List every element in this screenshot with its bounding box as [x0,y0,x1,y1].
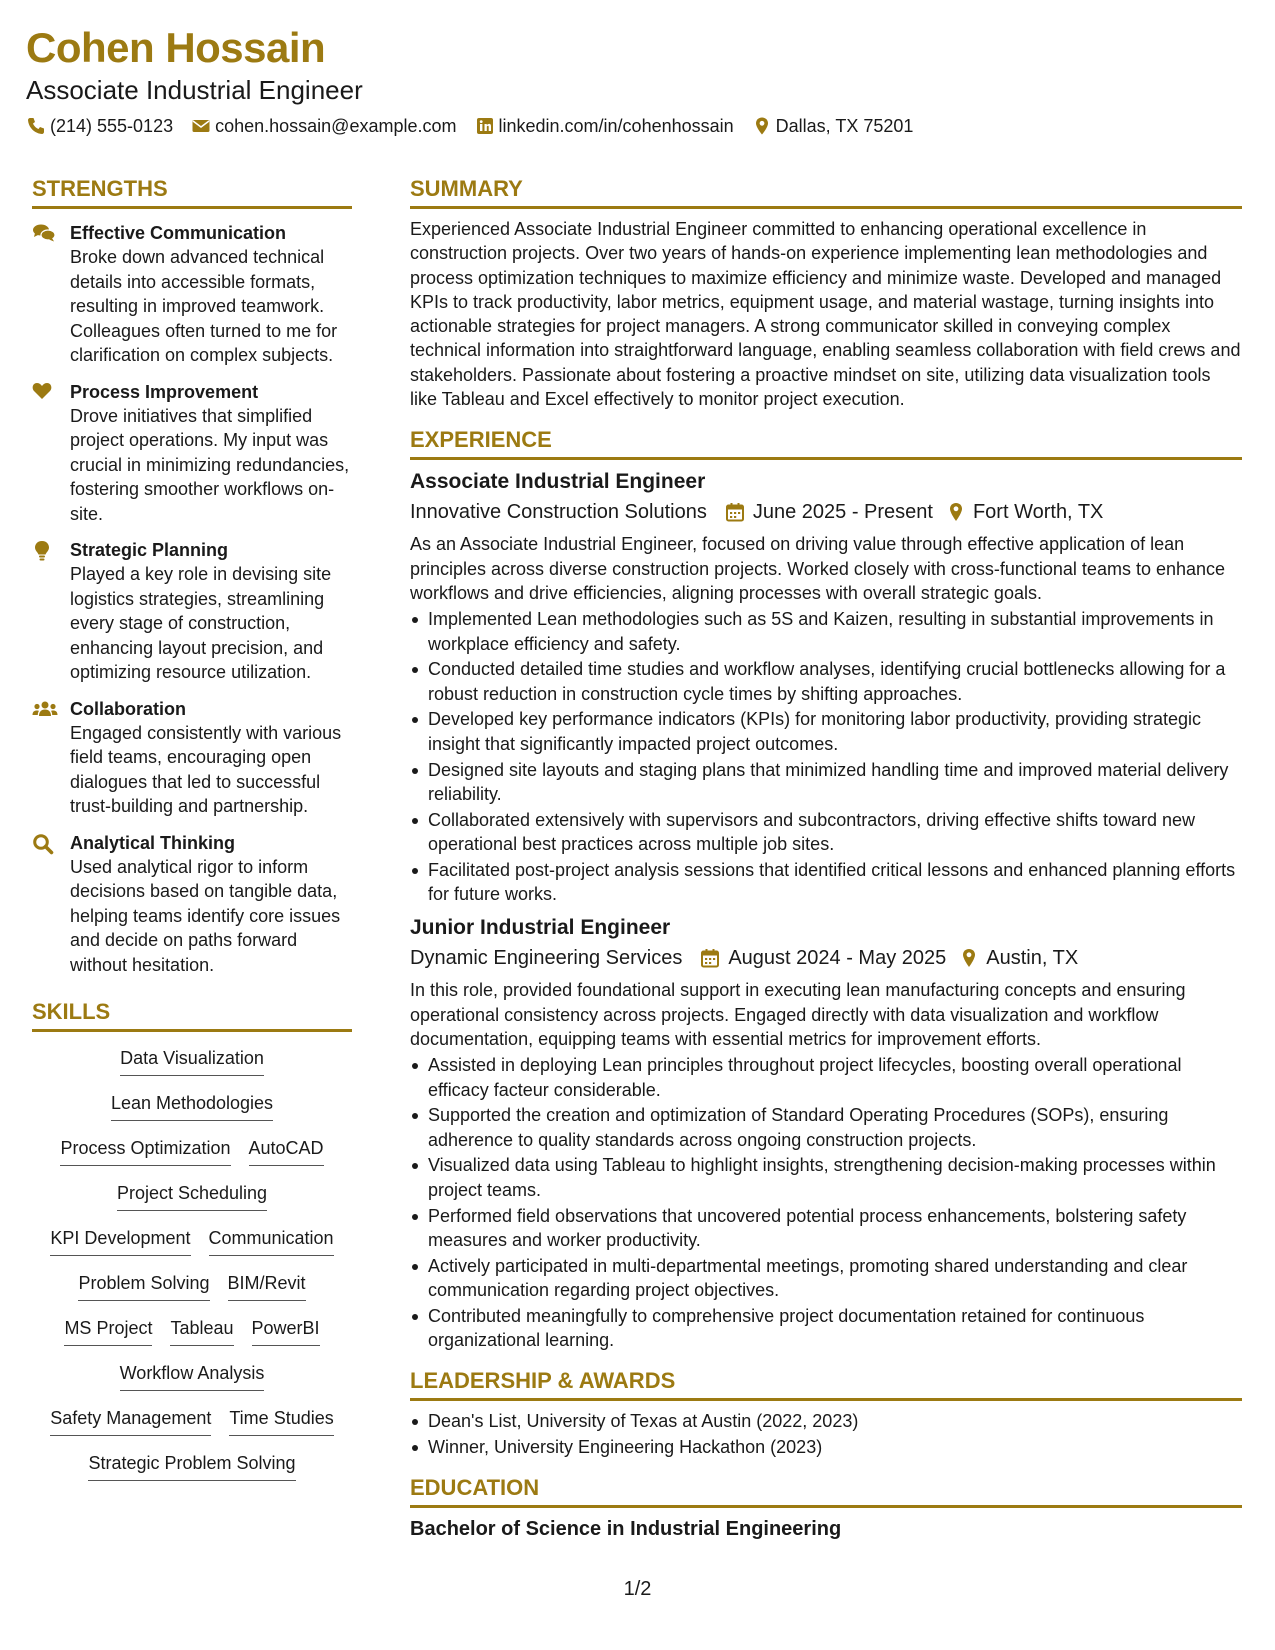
job-dates: August 2024 - May 2025 [728,947,947,970]
strength-title: Analytical Thinking [70,832,236,853]
calendar-icon [700,948,720,968]
job-bullet: Conducted detailed time studies and workflow analyses, identifying crucial bottlenecks allowing for a robust reduction in construction cycle times by shifting approaches. [410,657,1242,706]
skill-tag: Lean Methodologies [111,1087,273,1121]
experience-heading: EXPERIENCE [410,427,1242,460]
skill-tag: Problem Solving [78,1267,209,1301]
left-column [32,176,352,1492]
skill-tag: Tableau [170,1312,233,1346]
skill-tag: Data Visualization [120,1042,264,1076]
award-item: Winner, University Engineering Hackathon (2023) [410,1435,1242,1459]
job-bullet: Performed field observations that uncovered potential process enhancements, bolstering safety measures and worker productivity. [410,1204,1242,1253]
strength-desc: Played a key role in devising site logistics strategies, streamlining every stage of construction, enhancing layout precision, and optimizing resource utilization. [70,564,332,682]
chat-bubbles-icon [32,223,56,243]
contact-bar [26,114,913,138]
strength-title: Collaboration [70,698,186,719]
linkedin-icon [475,116,495,136]
award-item: Dean's List, University of Texas at Austin (2022, 2023) [410,1409,1242,1433]
job-bullet: Visualized data using Tableau to highlight insights, strengthening decision-making processes within project teams. [410,1153,1242,1202]
job-meta [410,498,1242,526]
strength-item [32,221,352,368]
strength-item [32,380,352,527]
magnifier-icon [32,833,54,855]
job-entry [410,468,1242,906]
job-company: Dynamic Engineering Services [410,947,683,970]
candidate-name: Cohen Hossain [26,24,326,71]
map-pin-icon [947,502,965,522]
skill-tag: KPI Development [50,1222,190,1256]
skill-tag: Process Optimization [60,1132,230,1166]
job-title: Associate Industrial Engineer [410,470,706,494]
job-entry [410,914,1242,1352]
contact-email-text: cohen.hossain@example.com [215,116,457,136]
summary-text: Experienced Associate Industrial Engineer committed to enhancing operational excellence in construction projects. Over two years of hands-on experience implementing lean methodologies and process optimization techniques to maximize efficiency and minimize waste. Developed and managed KPIs to track productivity, labor metrics, equipment usage, and material wastage, turning insights into actionable strategies for project managers. A strong communicator skilled in conveying complex technical information into straightforward language, enabling seamless collaboration with field crews and stakeholders. Passionate about fostering a proactive mindset on site, utilizing data visualization tools like Tableau and Excel effectively to monitor project execution. [410,219,1241,410]
education-heading: EDUCATION [410,1475,1242,1508]
strength-desc: Used analytical rigor to inform decisions based on tangible data, helping teams identify core issues and decide on paths forward without hesitation. [70,856,341,975]
job-bullet: Facilitated post-project analysis sessions that identified critical lessons and enhanced planning efforts for future works. [410,858,1242,907]
skills-list [32,1042,352,1492]
skill-tag: AutoCAD [249,1132,324,1166]
job-bullet: Implemented Lean methodologies such as 5S and Kaizen, resulting in substantial improvements in workplace efficiency and safety. [410,607,1242,656]
candidate-title: Associate Industrial Engineer [26,75,363,105]
envelope-icon [191,116,211,136]
strength-title: Process Improvement [70,381,259,402]
job-bullet: Developed key performance indicators (KPIs) for monitoring labor productivity, providing strategic insight that significantly impacted project outcomes. [410,707,1242,756]
job-bullet: Assisted in deploying Lean principles throughout project lifecycles, boosting overall operational efficacy facteur considerable. [410,1053,1242,1102]
calendar-icon [725,502,745,522]
skill-tag: Project Scheduling [117,1177,267,1211]
skill-tag: BIM/Revit [228,1267,306,1301]
lightbulb-icon [32,540,52,562]
job-dates: June 2025 - Present [752,501,933,524]
strength-title: Effective Communication [70,223,287,243]
job-bullet: Collaborated extensively with supervisors and subcontractors, driving effective shifts toward new operational best practices across multiple job sites. [410,808,1242,857]
job-bullet: Supported the creation and optimization of Standard Operating Procedures (SOPs), ensuring adherence to quality standards across ongoing construction projects. [410,1103,1242,1152]
job-location: Fort Worth, TX [972,501,1104,524]
contact-linkedin-text: linkedin.com/in/cohenhossain [498,116,734,136]
contact-location [752,114,914,138]
job-bullets [410,1053,1242,1352]
strengths-heading: STRENGTHS [32,176,352,209]
people-group-icon [32,699,58,719]
page-number: 1/2 [623,1578,652,1600]
contact-email[interactable] [191,114,456,138]
job-bullet: Designed site layouts and staging plans that minimized handling time and improved material delivery reliability. [410,758,1242,807]
map-pin-icon [960,948,978,968]
skill-tag: Workflow Analysis [120,1357,265,1391]
strength-desc: Broke down advanced technical details into accessible formats, resulting in improved teamwork. Colleagues often turned to me for clarification on complex subjects. [70,247,338,365]
skill-tag: Safety Management [50,1402,211,1436]
awards-heading: LEADERSHIP & AWARDS [410,1368,1242,1401]
skills-heading: SKILLS [32,999,352,1032]
skill-tag: PowerBI [252,1312,320,1346]
job-bullets [410,607,1242,906]
job-company: Innovative Construction Solutions [410,501,707,524]
awards-list [410,1409,1242,1459]
job-meta [410,944,1242,972]
job-title: Junior Industrial Engineer [410,916,671,940]
strength-item [32,831,352,978]
strength-title: Strategic Planning [70,540,229,560]
skill-tag: Strategic Problem Solving [88,1447,295,1481]
job-intro: As an Associate Industrial Engineer, focused on driving value through effective application of lean principles across diverse construction projects. Worked closely with cross-functional teams to enhance workflows and drive efficiencies, aligning processes with overall strategic goals. [410,534,1226,603]
contact-location-text: Dallas, TX 75201 [775,116,914,136]
right-column [410,176,1242,1542]
map-pin-icon [752,116,772,136]
heart-icon [32,382,52,400]
strength-item [32,697,352,819]
education-degree: Bachelor of Science in Industrial Engineering [410,1518,842,1541]
contact-phone-text: (214) 555-0123 [50,116,174,136]
phone-icon [26,116,46,136]
summary-heading: SUMMARY [410,176,1242,209]
skill-tag: Time Studies [229,1402,333,1436]
strength-desc: Engaged consistently with various field teams, encouraging open dialogues that led to successful trust-building and partnership. [70,722,342,816]
skill-tag: MS Project [64,1312,152,1346]
contact-linkedin[interactable] [475,114,734,138]
job-bullet: Contributed meaningfully to comprehensive project documentation retained for continuous organizational learning. [410,1304,1242,1353]
job-intro: In this role, provided foundational support in executing lean manufacturing concepts and ensuring operational consistency across projects. Engaged directly with data visualization and workflow documentation, equipping teams with essential metrics for improvement efforts. [410,980,1186,1049]
job-bullet: Actively participated in multi-departmental meetings, promoting shared understanding and clear communication regarding project objectives. [410,1254,1242,1303]
strength-desc: Drove initiatives that simplified project operations. My input was crucial in minimizing redundancies, fostering smoother workflows on-site. [70,405,350,524]
job-location: Austin, TX [986,947,1079,970]
strength-item [32,538,352,685]
resume-header [26,24,913,138]
contact-phone[interactable] [26,114,173,138]
skill-tag: Communication [209,1222,334,1256]
